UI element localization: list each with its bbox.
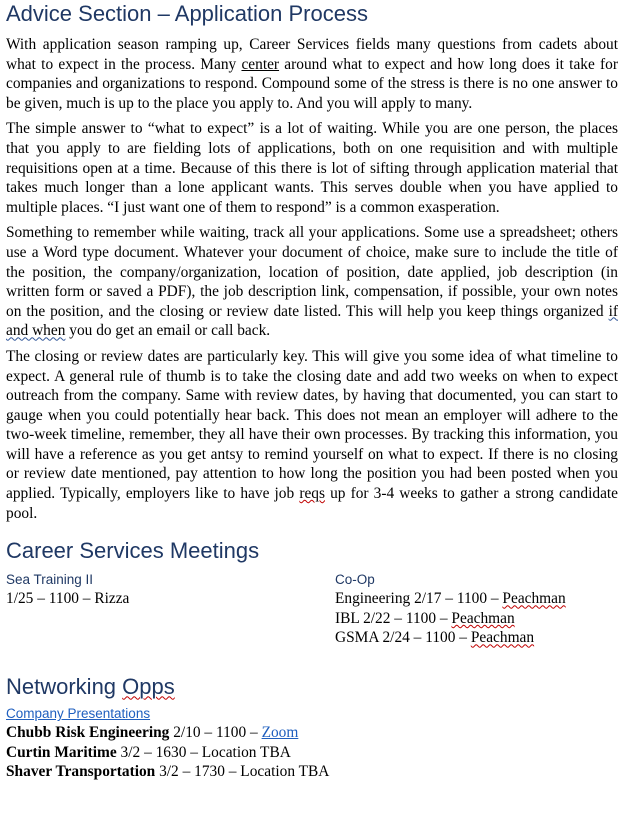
co-op-meeting-gsma: GSMA 2/24 – 1100 – Peachman — [335, 629, 535, 647]
meetings-heading: Career Services Meetings — [6, 538, 260, 564]
presentation-shaver: Shaver Transportation 3/2 – 1730 – Location TBA — [6, 763, 330, 781]
sea-training-title: Sea Training II — [6, 572, 94, 588]
if-and-when-flagged-phrase: if and when — [6, 302, 618, 340]
sea-training-meeting: 1/25 – 1100 – Rizza — [6, 590, 130, 608]
meetings-columns — [6, 571, 618, 647]
advice-paragraph-4: The closing or review dates are particularly key. This will give you some idea of what timeline to expect. A general rule of thumb is to take the closing date and add two weeks on when to expect outreach from the company. Same with review dates, by having that documented, you can start to gauge when you could potentially hear back. This does not mean an employer will adhere to the two-week timeline, remember, they all have their own processes. By tracking this information, you will have a reference as you get antsy to remind yourself on what to expect. If there is no closing or review date mentioned, pay attention to how long the position you had been posted when you applied. Typically, employers like to have job reqs up for 3-4 weeks to gather a strong candidate pool. — [6, 347, 619, 522]
networking-heading: Networking Opps — [6, 674, 175, 700]
reqs-flagged-word: reqs — [299, 485, 325, 503]
zoom-link[interactable]: Zoom — [261, 724, 299, 742]
center-underlined-word: center — [241, 55, 280, 73]
presentation-chubb: Chubb Risk Engineering 2/10 – 1100 – Zoom — [6, 724, 299, 742]
co-op-column — [335, 571, 566, 648]
sea-training-column — [6, 571, 129, 609]
document-page — [6, 0, 618, 782]
company-presentations-link[interactable]: Company Presentations — [6, 706, 151, 722]
advice-paragraph-2: The simple answer to “what to expect” is a lot of waiting. While you are one person, the places that you apply to are fielding lots of applications, both on one requisition and with multiple requisitions open at a time. Because of this there is lot of sifting through application material that takes much longer than a lone applicant wants. This serves double when you have applied to multiple places. “I just want one of them to respond” is a common exasperation. — [6, 120, 618, 216]
advice-paragraph-1: With application season ramping up, Career Services fields many questions from cadets about what to expect in the process. Many center around what to expect and how long does it take for companies and organizations to respond. Compound some of the stress is there is no one answer to be given, much is up to the place you apply to. And you will apply to many. — [6, 36, 618, 112]
advice-heading: Advice Section – Application Process — [6, 1, 368, 26]
presentation-curtin: Curtin Maritime 3/2 – 1630 – Location TBA — [6, 743, 291, 761]
co-op-meeting-engineering: Engineering 2/17 – 1100 – Peachman — [335, 590, 566, 608]
co-op-meeting-ibl: IBL 2/22 – 1100 – Peachman — [335, 609, 515, 627]
advice-paragraph-3: Something to remember while waiting, track all your applications. Some use a spreadsheet; others use a Word type document. Whatever your document of choice, make sure to include the title of the position, the company/organization, location of position, date applied, job description (in written form or saved a PDF), the job description link, compensation, if possible, your own notes on the position, and the closing or review date listed. This will help you keep things organized if and when you do get an email or call back. — [6, 224, 618, 340]
co-op-title: Co-Op — [335, 572, 375, 588]
